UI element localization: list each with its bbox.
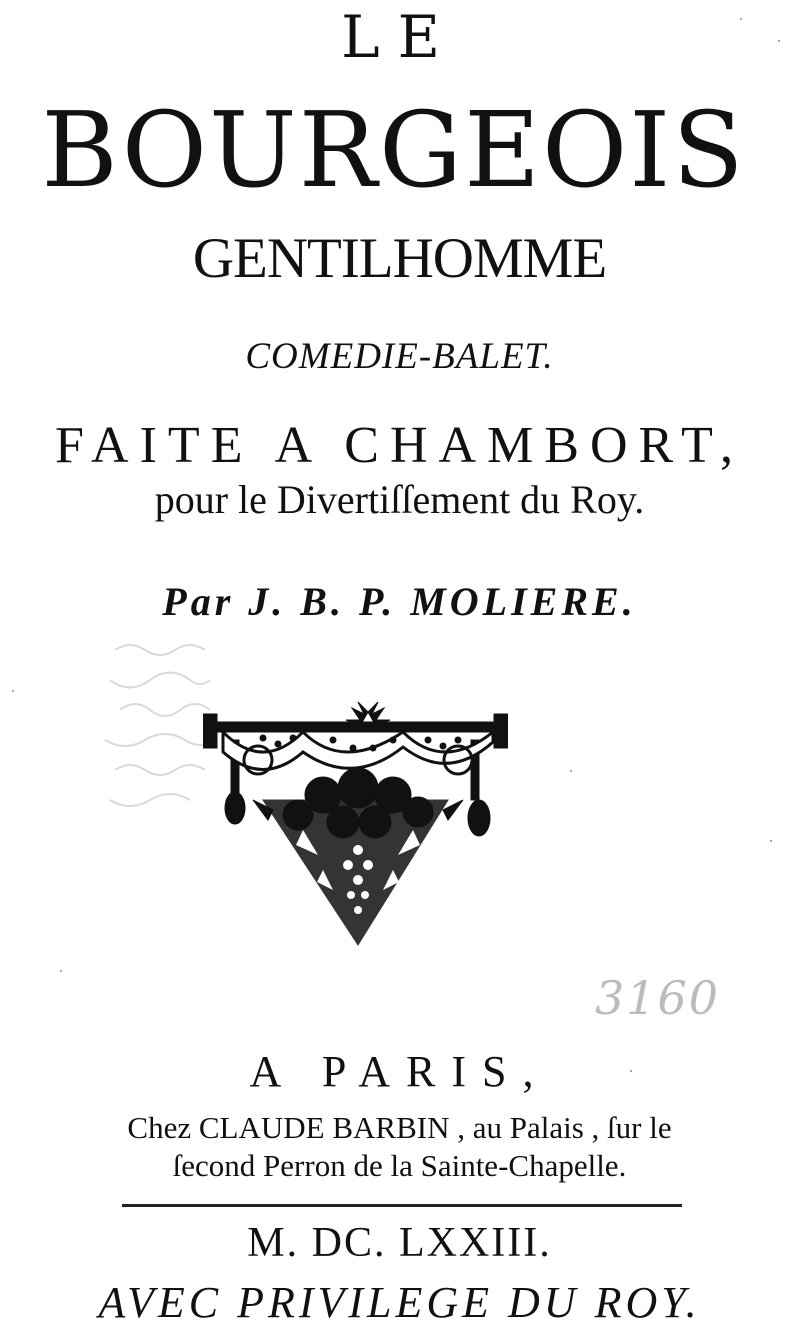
title-le: LE (341, 3, 458, 71)
speck (630, 1070, 632, 1072)
author-line: Par J. B. P. MOLIERE. (162, 579, 637, 624)
privilege-line: AVEC PRIVILEGE DU ROY. (98, 1278, 701, 1327)
speck (570, 770, 572, 772)
place-line: A PARIS, (249, 1047, 550, 1096)
speck (770, 840, 772, 842)
date-line: M. DC. LXXIII. (247, 1220, 552, 1266)
title-gentilhomme: GENTILHOMME (192, 227, 607, 290)
speck (60, 970, 62, 972)
handwritten-shelfmark: 3160 (595, 971, 721, 1025)
speck (12, 690, 14, 692)
fruit-basket-ornament-icon (203, 700, 508, 950)
occasion-line: FAITE A CHAMBORT, (55, 417, 744, 474)
dedication-line: pour le Divertiſſement du Roy. (154, 477, 645, 522)
speck (778, 40, 780, 42)
speck (740, 18, 742, 20)
publisher-line-2: ſecond Perron de la Sainte-Chapelle. (172, 1148, 627, 1183)
publisher-line-1: Chez CLAUDE BARBIN , au Palais , ſur le (127, 1110, 672, 1145)
genre-line: COMEDIE-BALET. (245, 336, 554, 377)
title-bourgeois: BOURGEOIS (41, 89, 746, 211)
divider-rule (122, 1204, 682, 1207)
